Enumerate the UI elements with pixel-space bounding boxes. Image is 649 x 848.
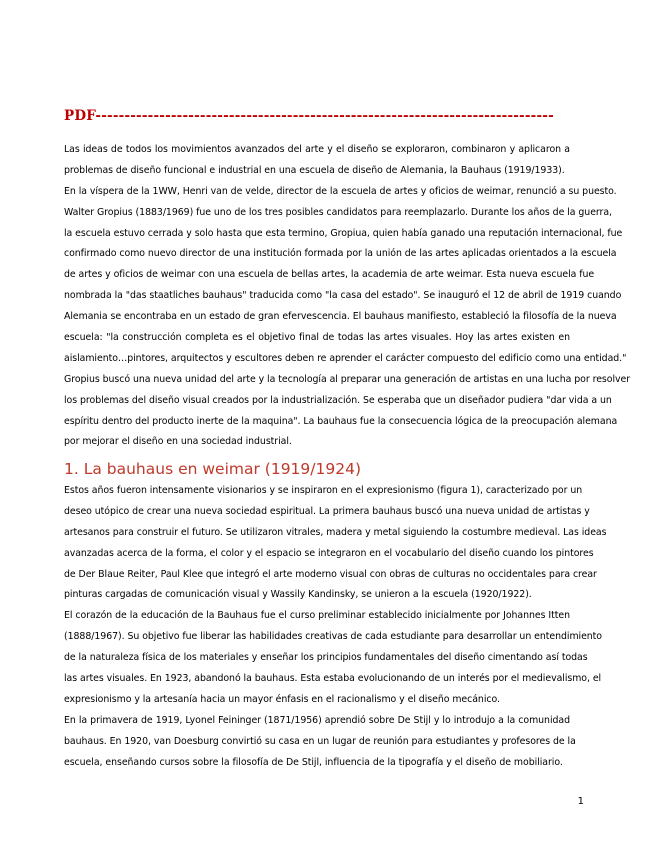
text-line: escuela, enseñando cursos sobre la filosofía de De Stijl, influencia de la tipografía y el diseño de mobiliario. bbox=[64, 756, 563, 768]
text-line: artesanos para construir el futuro. Se utilizaron vitrales, madera y metal siguiendo la costumbre medieval. Las ideas bbox=[64, 526, 607, 538]
text-line: nombrada la "das staatliches bauhaus" traducida como "la casa del estado". Se inauguró el 12 de abril de 1919 cuando bbox=[64, 290, 622, 302]
section-heading: 1. La bauhaus en weimar (1919/1924) bbox=[64, 460, 361, 478]
text-line: Walter Gropius (1883/1969) fue uno de los tres posibles candidatos para reemplazarlo. Durante los años de la guerra, bbox=[64, 206, 612, 218]
text-line: El corazón de la educación de la Bauhaus fue el curso preliminar establecido inicialmente por Johannes Itten bbox=[64, 610, 570, 622]
section-1-paragraphs bbox=[64, 481, 607, 773]
text-line: En la primavera de 1919, Lyonel Feininger (1871/1956) aprendió sobre De Stijl y lo introdujo a la comunidad bbox=[64, 714, 570, 726]
text-line: Gropius buscó una nueva unidad del arte y la tecnología al preparar una generación de artistas en una lucha por resolver bbox=[64, 373, 631, 385]
text-line: Las ideas de todos los movimientos avanzados del arte y el diseño se exploraron, combinaron y aplicaron a bbox=[64, 144, 570, 155]
text-line: avanzadas acerca de la forma, el color y el espacio se integraron en el vocabulario del diseño cuando los pintores bbox=[64, 547, 594, 559]
text-line: confirmado como nuevo director de una institución formada por la unión de las artes aplicadas orientados a la escuela bbox=[64, 248, 617, 260]
text-line: expresionismo y la artesanía hacia un mayor énfasis en el racionalismo y el diseño mecánico. bbox=[64, 693, 500, 705]
text-line: pinturas cargadas de comunicación visual y Wassily Kandinsky, se unieron a la escuela (1920/1922). bbox=[64, 589, 532, 601]
text-line: En la víspera de la 1WW, Henri van de velde, director de la escuela de artes y oficios de weimar, renunció a su puesto. bbox=[64, 185, 617, 197]
text-line: de la naturaleza física de los materiales y enseñar los principios fundamentales del diseño cimentando así todas bbox=[64, 652, 588, 664]
text-line: escuela: "la construcción completa es el objetivo final de todas las artes visuales. Hoy las artes existen en bbox=[64, 332, 570, 344]
text-line: espíritu dentro del producto inerte de la maquina". La bauhaus fue la consecuencia lógica de la preocupación alemana bbox=[64, 415, 618, 427]
text-line: problemas de diseño funcional e industrial en una escuela de diseño de Alemania, la Bauhaus (1919/1933). bbox=[64, 164, 565, 176]
text-line: Estos años fueron intensamente visionarios y se inspiraron en el expresionismo (figura 1), caracterizado por un bbox=[64, 485, 583, 496]
text-line: de artes y oficios de weimar con una escuela de bellas artes, la academia de arte weimar. Esta nueva escuela fue bbox=[64, 269, 595, 281]
intro-paragraphs bbox=[64, 140, 631, 453]
text-line: bauhaus. En 1920, van Doesburg convirtió su casa en un lugar de reunión para estudiantes y profesores de la bbox=[64, 735, 576, 747]
pdf-header-label: PDF------------------------------------------------------------------------------- bbox=[64, 108, 554, 124]
text-line: la escuela estuvo cerrada y solo hasta que esta termino, Gropiua, quien había ganado una reputación internacional, fue bbox=[64, 227, 623, 239]
text-line: Alemania se encontraba en un estado de gran efervescencia. El bauhaus manifiesto, estableció la filosofía de la nueva bbox=[64, 311, 617, 323]
text-line: las artes visuales. En 1923, abandonó la bauhaus. Esta estaba evolucionando de un interés por el medievalismo, el bbox=[64, 673, 602, 685]
text-line: por mejorar el diseño en una sociedad industrial. bbox=[64, 436, 292, 448]
text-line: de Der Blaue Reiter, Paul Klee que integró el arte moderno visual con obras de culturas no occidentales para crear bbox=[64, 568, 597, 580]
page-number: 1 bbox=[577, 796, 584, 807]
text-line: deseo utópico de crear una nueva sociedad espiritual. La primera bauhaus buscó una nueva unidad de artistas y bbox=[64, 505, 590, 517]
text-line: (1888/1967). Su objetivo fue liberar las habilidades creativas de cada estudiante para desarrollar un entendimiento bbox=[64, 631, 602, 643]
text-line: los problemas del diseño visual creados por la industrialización. Se esperaba que un diseñador pudiera "dar vida a un bbox=[64, 394, 612, 406]
text-line: aislamiento…pintores, arquitectos y escultores deben re aprender el carácter compuesto del edificio como una entidad." bbox=[64, 352, 627, 364]
